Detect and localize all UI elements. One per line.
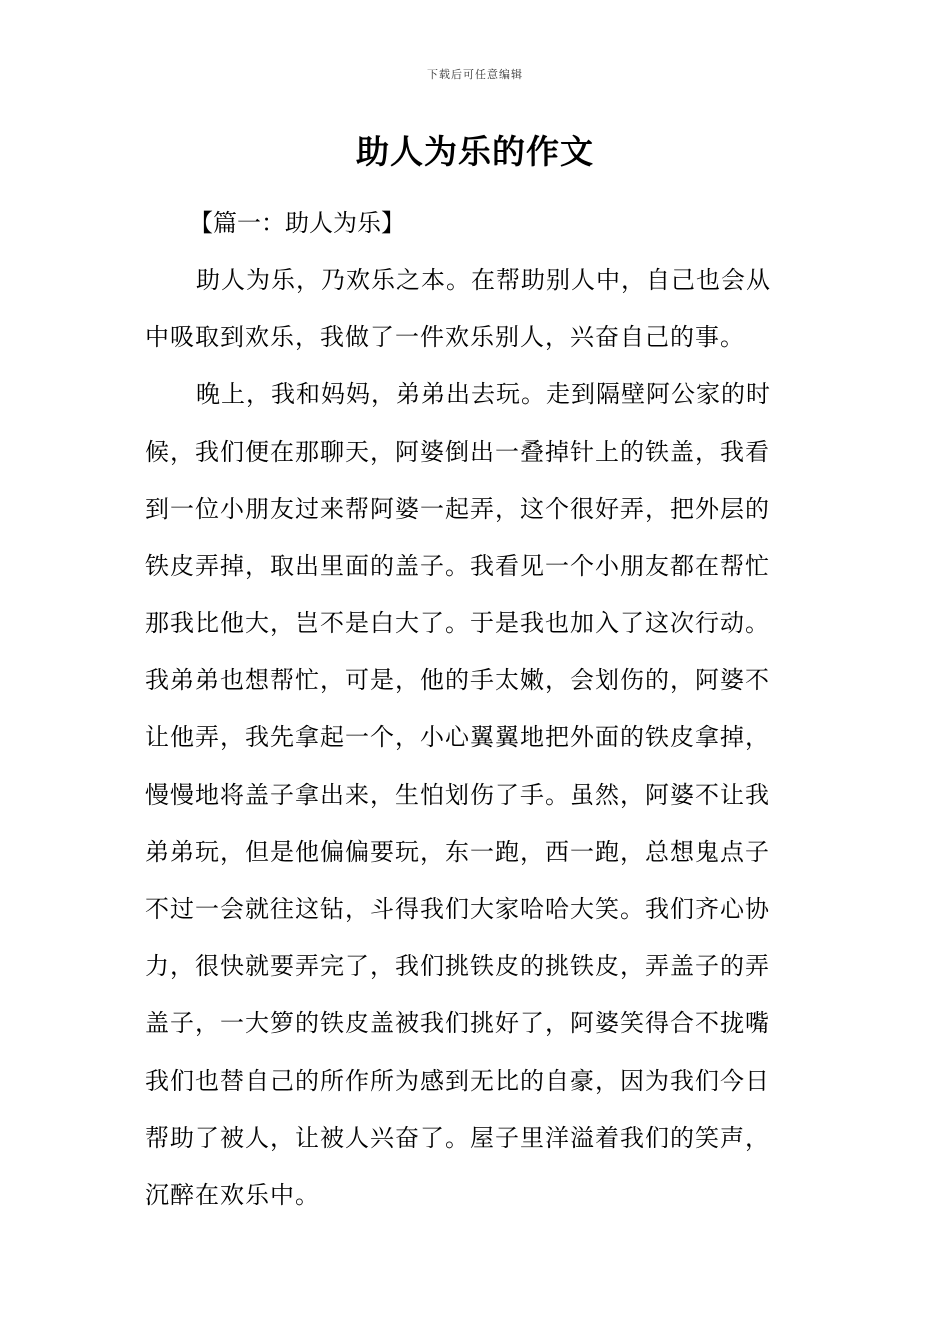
paragraph-line: 我们也替自己的所作所为感到无比的自豪，因为我们今日	[145, 1067, 770, 1095]
paragraph-line: 到一位小朋友过来帮阿婆一起弄，这个很好弄，把外层的	[145, 495, 770, 523]
paragraph-line: 我弟弟也想帮忙，可是，他的手太嫩，会划伤的，阿婆不	[145, 666, 770, 694]
paragraph-line: 那我比他大，岂不是白大了。于是我也加入了这次行动。	[145, 609, 770, 637]
paragraph-line: 铁皮弄掉，取出里面的盖子。我看见一个小朋友都在帮忙	[145, 552, 770, 580]
paragraph-line: 让他弄，我先拿起一个，小心翼翼地把外面的铁皮拿掉，	[145, 723, 770, 751]
document-title: 助人为乐的作文	[356, 132, 594, 171]
section-heading: 【篇一：助人为乐】	[189, 209, 405, 237]
paragraph-line: 中吸取到欢乐，我做了一件欢乐别人，兴奋自己的事。	[145, 323, 745, 351]
paragraph-line: 盖子，一大箩的铁皮盖被我们挑好了，阿婆笑得合不拢嘴	[145, 1009, 770, 1037]
header-note: 下载后可任意编辑	[427, 68, 523, 81]
paragraph-line: 助人为乐，乃欢乐之本。在帮助别人中，自己也会从	[196, 266, 771, 294]
paragraph-line: 沉醉在欢乐中。	[145, 1181, 320, 1209]
paragraph-line: 晚上，我和妈妈，弟弟出去玩。走到隔壁阿公家的时	[196, 380, 771, 408]
paragraph-line: 力，很快就要弄完了，我们挑铁皮的挑铁皮，弄盖子的弄	[145, 952, 770, 980]
paragraph-line: 帮助了被人，让被人兴奋了。屋子里洋溢着我们的笑声，	[145, 1124, 770, 1152]
paragraph-line: 慢慢地将盖子拿出来，生怕划伤了手。虽然，阿婆不让我	[145, 781, 770, 809]
paragraph-line: 弟弟玩，但是他偏偏要玩，东一跑，西一跑，总想鬼点子	[145, 838, 770, 866]
paragraph-line: 不过一会就往这钻，斗得我们大家哈哈大笑。我们齐心协	[145, 895, 770, 923]
paragraph-line: 候，我们便在那聊天，阿婆倒出一叠掉针上的铁盖，我看	[145, 438, 770, 466]
